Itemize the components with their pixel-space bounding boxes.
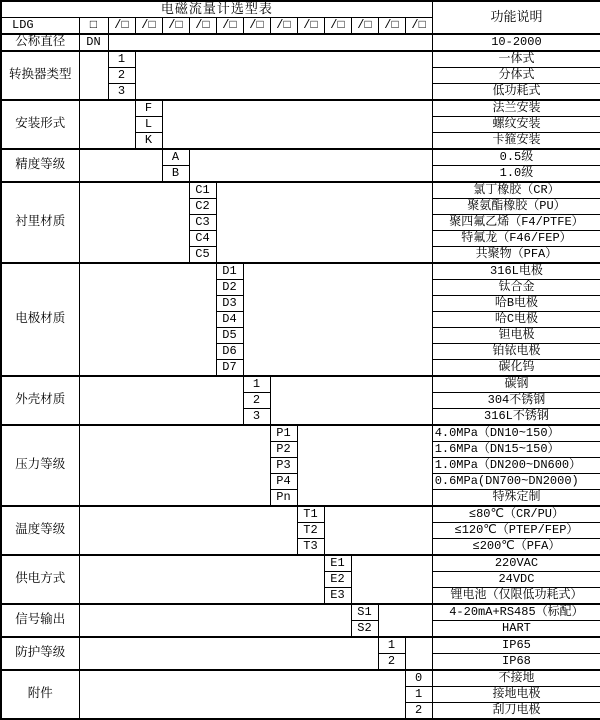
empty-region bbox=[189, 149, 432, 182]
description-cell: 304不锈钢 bbox=[432, 393, 600, 409]
title-row bbox=[1, 1, 600, 18]
empty-region bbox=[135, 51, 432, 100]
table-title: 电磁流量计选型表 bbox=[1, 1, 432, 18]
empty-region bbox=[79, 670, 405, 719]
empty-region bbox=[79, 637, 378, 670]
empty-region bbox=[324, 506, 432, 555]
category-label: 精度等级 bbox=[1, 149, 79, 182]
description-cell: 螺纹安装 bbox=[432, 117, 600, 133]
model-prefix: LDG bbox=[1, 18, 79, 35]
empty-region bbox=[79, 604, 351, 637]
first-code-box: □ bbox=[79, 18, 108, 35]
table-row bbox=[1, 670, 600, 687]
code-cell: C3 bbox=[189, 215, 216, 231]
code-cell: P3 bbox=[270, 458, 297, 474]
table-row bbox=[1, 149, 600, 166]
category-label: 供电方式 bbox=[1, 555, 79, 604]
empty-region bbox=[297, 425, 432, 506]
code-cell: C4 bbox=[189, 231, 216, 247]
category-label: 电极材质 bbox=[1, 263, 79, 376]
table-row bbox=[1, 182, 600, 199]
code-slot-box: /□ bbox=[405, 18, 432, 35]
code-cell: D7 bbox=[216, 360, 243, 377]
description-cell: 碳钢 bbox=[432, 376, 600, 393]
code-cell: T2 bbox=[297, 523, 324, 539]
description-cell: 4.0MPa（DN10~150） bbox=[432, 425, 600, 442]
code-slot-box: /□ bbox=[162, 18, 189, 35]
description-cell: 分体式 bbox=[432, 68, 600, 84]
description-cell: 钛合金 bbox=[432, 280, 600, 296]
description-cell: 24VDC bbox=[432, 572, 600, 588]
category-label: 防护等级 bbox=[1, 637, 79, 670]
code-cell: C1 bbox=[189, 182, 216, 199]
code-slot-box: /□ bbox=[351, 18, 378, 35]
description-cell: 低功耗式 bbox=[432, 84, 600, 101]
empty-region bbox=[243, 263, 432, 376]
description-cell: 1.0MPa（DN200~DN600） bbox=[432, 458, 600, 474]
description-cell: 哈C电极 bbox=[432, 312, 600, 328]
description-cell: IP68 bbox=[432, 654, 600, 671]
code-cell: 2 bbox=[108, 68, 135, 84]
description-cell: 10-2000 bbox=[432, 34, 600, 51]
code-cell: K bbox=[135, 133, 162, 150]
code-cell: B bbox=[162, 166, 189, 183]
empty-region bbox=[378, 604, 432, 637]
function-column-header: 功能说明 bbox=[432, 1, 600, 34]
code-cell: 2 bbox=[378, 654, 405, 671]
code-cell: 3 bbox=[243, 409, 270, 426]
code-cell: D1 bbox=[216, 263, 243, 280]
description-cell: 聚四氟乙烯（F4/PTFE） bbox=[432, 215, 600, 231]
code-cell: 1 bbox=[243, 376, 270, 393]
code-slot-box: /□ bbox=[135, 18, 162, 35]
table-row bbox=[1, 263, 600, 280]
code-cell: 2 bbox=[243, 393, 270, 409]
code-cell: D6 bbox=[216, 344, 243, 360]
code-cell: E3 bbox=[324, 588, 351, 605]
code-cell: DN bbox=[79, 34, 108, 51]
empty-region bbox=[79, 100, 135, 149]
empty-region bbox=[162, 100, 432, 149]
description-cell: ≤80℃（CR/PU） bbox=[432, 506, 600, 523]
description-cell: 锂电池（仅限低功耗式） bbox=[432, 588, 600, 605]
description-cell: 碳化钨 bbox=[432, 360, 600, 377]
category-label: 附件 bbox=[1, 670, 79, 719]
table-row bbox=[1, 637, 600, 654]
description-cell: 特殊定制 bbox=[432, 490, 600, 507]
code-slot-box: /□ bbox=[189, 18, 216, 35]
description-cell: 0.6MPa(DN700~DN2000) bbox=[432, 474, 600, 490]
table-row bbox=[1, 51, 600, 68]
code-cell: 3 bbox=[108, 84, 135, 101]
description-cell: 聚氨酯橡胶（PU） bbox=[432, 199, 600, 215]
category-label: 衬里材质 bbox=[1, 182, 79, 263]
empty-region bbox=[79, 376, 243, 425]
category-label: 外壳材质 bbox=[1, 376, 79, 425]
code-cell: Pn bbox=[270, 490, 297, 507]
empty-region bbox=[351, 555, 432, 604]
code-cell: 2 bbox=[405, 703, 432, 720]
description-cell: 法兰安装 bbox=[432, 100, 600, 117]
description-cell: 卡箍安装 bbox=[432, 133, 600, 150]
empty-region bbox=[79, 263, 216, 376]
table-row bbox=[1, 425, 600, 442]
empty-region bbox=[79, 555, 324, 604]
code-cell: E2 bbox=[324, 572, 351, 588]
table-row bbox=[1, 555, 600, 572]
table-row bbox=[1, 100, 600, 117]
description-cell: 刮刀电极 bbox=[432, 703, 600, 720]
code-cell: E1 bbox=[324, 555, 351, 572]
code-slot-box: /□ bbox=[297, 18, 324, 35]
description-cell: 钽电极 bbox=[432, 328, 600, 344]
description-cell: 1.6MPa（DN15~150） bbox=[432, 442, 600, 458]
code-cell: P4 bbox=[270, 474, 297, 490]
code-cell: P2 bbox=[270, 442, 297, 458]
category-label: 压力等级 bbox=[1, 425, 79, 506]
description-cell: 一体式 bbox=[432, 51, 600, 68]
code-cell: C5 bbox=[189, 247, 216, 264]
description-cell: 哈B电极 bbox=[432, 296, 600, 312]
code-cell: S2 bbox=[351, 621, 378, 638]
category-label: 信号输出 bbox=[1, 604, 79, 637]
description-cell: 1.0级 bbox=[432, 166, 600, 183]
code-slot-box: /□ bbox=[216, 18, 243, 35]
description-cell: 0.5级 bbox=[432, 149, 600, 166]
code-slot-box: /□ bbox=[243, 18, 270, 35]
empty-region bbox=[79, 506, 297, 555]
description-cell: 316L电极 bbox=[432, 263, 600, 280]
description-cell: ≤200℃（PFA） bbox=[432, 539, 600, 556]
description-cell: 不接地 bbox=[432, 670, 600, 687]
empty-region bbox=[108, 34, 432, 51]
description-cell: 220VAC bbox=[432, 555, 600, 572]
description-cell: 共聚物（PFA） bbox=[432, 247, 600, 264]
code-cell: D5 bbox=[216, 328, 243, 344]
code-cell: 1 bbox=[108, 51, 135, 68]
code-cell: C2 bbox=[189, 199, 216, 215]
empty-region bbox=[216, 182, 432, 263]
empty-region bbox=[79, 182, 189, 263]
code-cell: D4 bbox=[216, 312, 243, 328]
code-cell: S1 bbox=[351, 604, 378, 621]
empty-region bbox=[79, 51, 108, 100]
description-cell: 接地电极 bbox=[432, 687, 600, 703]
category-label: 安装形式 bbox=[1, 100, 79, 149]
code-cell: D2 bbox=[216, 280, 243, 296]
code-slot-box: /□ bbox=[270, 18, 297, 35]
table-row bbox=[1, 34, 600, 51]
code-cell: 0 bbox=[405, 670, 432, 687]
code-slot-box: /□ bbox=[378, 18, 405, 35]
code-cell: A bbox=[162, 149, 189, 166]
empty-region bbox=[270, 376, 432, 425]
code-cell: 1 bbox=[378, 637, 405, 654]
category-label: 转换器类型 bbox=[1, 51, 79, 100]
code-cell: T1 bbox=[297, 506, 324, 523]
code-cell: P1 bbox=[270, 425, 297, 442]
code-cell: L bbox=[135, 117, 162, 133]
description-cell: 特氟龙（F46/FEP） bbox=[432, 231, 600, 247]
empty-region bbox=[79, 425, 270, 506]
description-cell: IP65 bbox=[432, 637, 600, 654]
code-cell: 1 bbox=[405, 687, 432, 703]
code-slot-box: /□ bbox=[108, 18, 135, 35]
code-slot-box: /□ bbox=[324, 18, 351, 35]
code-cell: T3 bbox=[297, 539, 324, 556]
table-row bbox=[1, 376, 600, 393]
table-row bbox=[1, 604, 600, 621]
description-cell: ≤120℃（PTEP/FEP） bbox=[432, 523, 600, 539]
code-cell: D3 bbox=[216, 296, 243, 312]
table-row bbox=[1, 506, 600, 523]
description-cell: 316L不锈钢 bbox=[432, 409, 600, 426]
empty-region bbox=[79, 149, 162, 182]
description-cell: 氯丁橡胶（CR） bbox=[432, 182, 600, 199]
description-cell: HART bbox=[432, 621, 600, 638]
description-cell: 铂铱电极 bbox=[432, 344, 600, 360]
description-cell: 4-20mA+RS485（标配） bbox=[432, 604, 600, 621]
empty-region bbox=[405, 637, 432, 670]
code-cell: F bbox=[135, 100, 162, 117]
category-label: 公称直径 bbox=[1, 34, 79, 51]
category-label: 温度等级 bbox=[1, 506, 79, 555]
